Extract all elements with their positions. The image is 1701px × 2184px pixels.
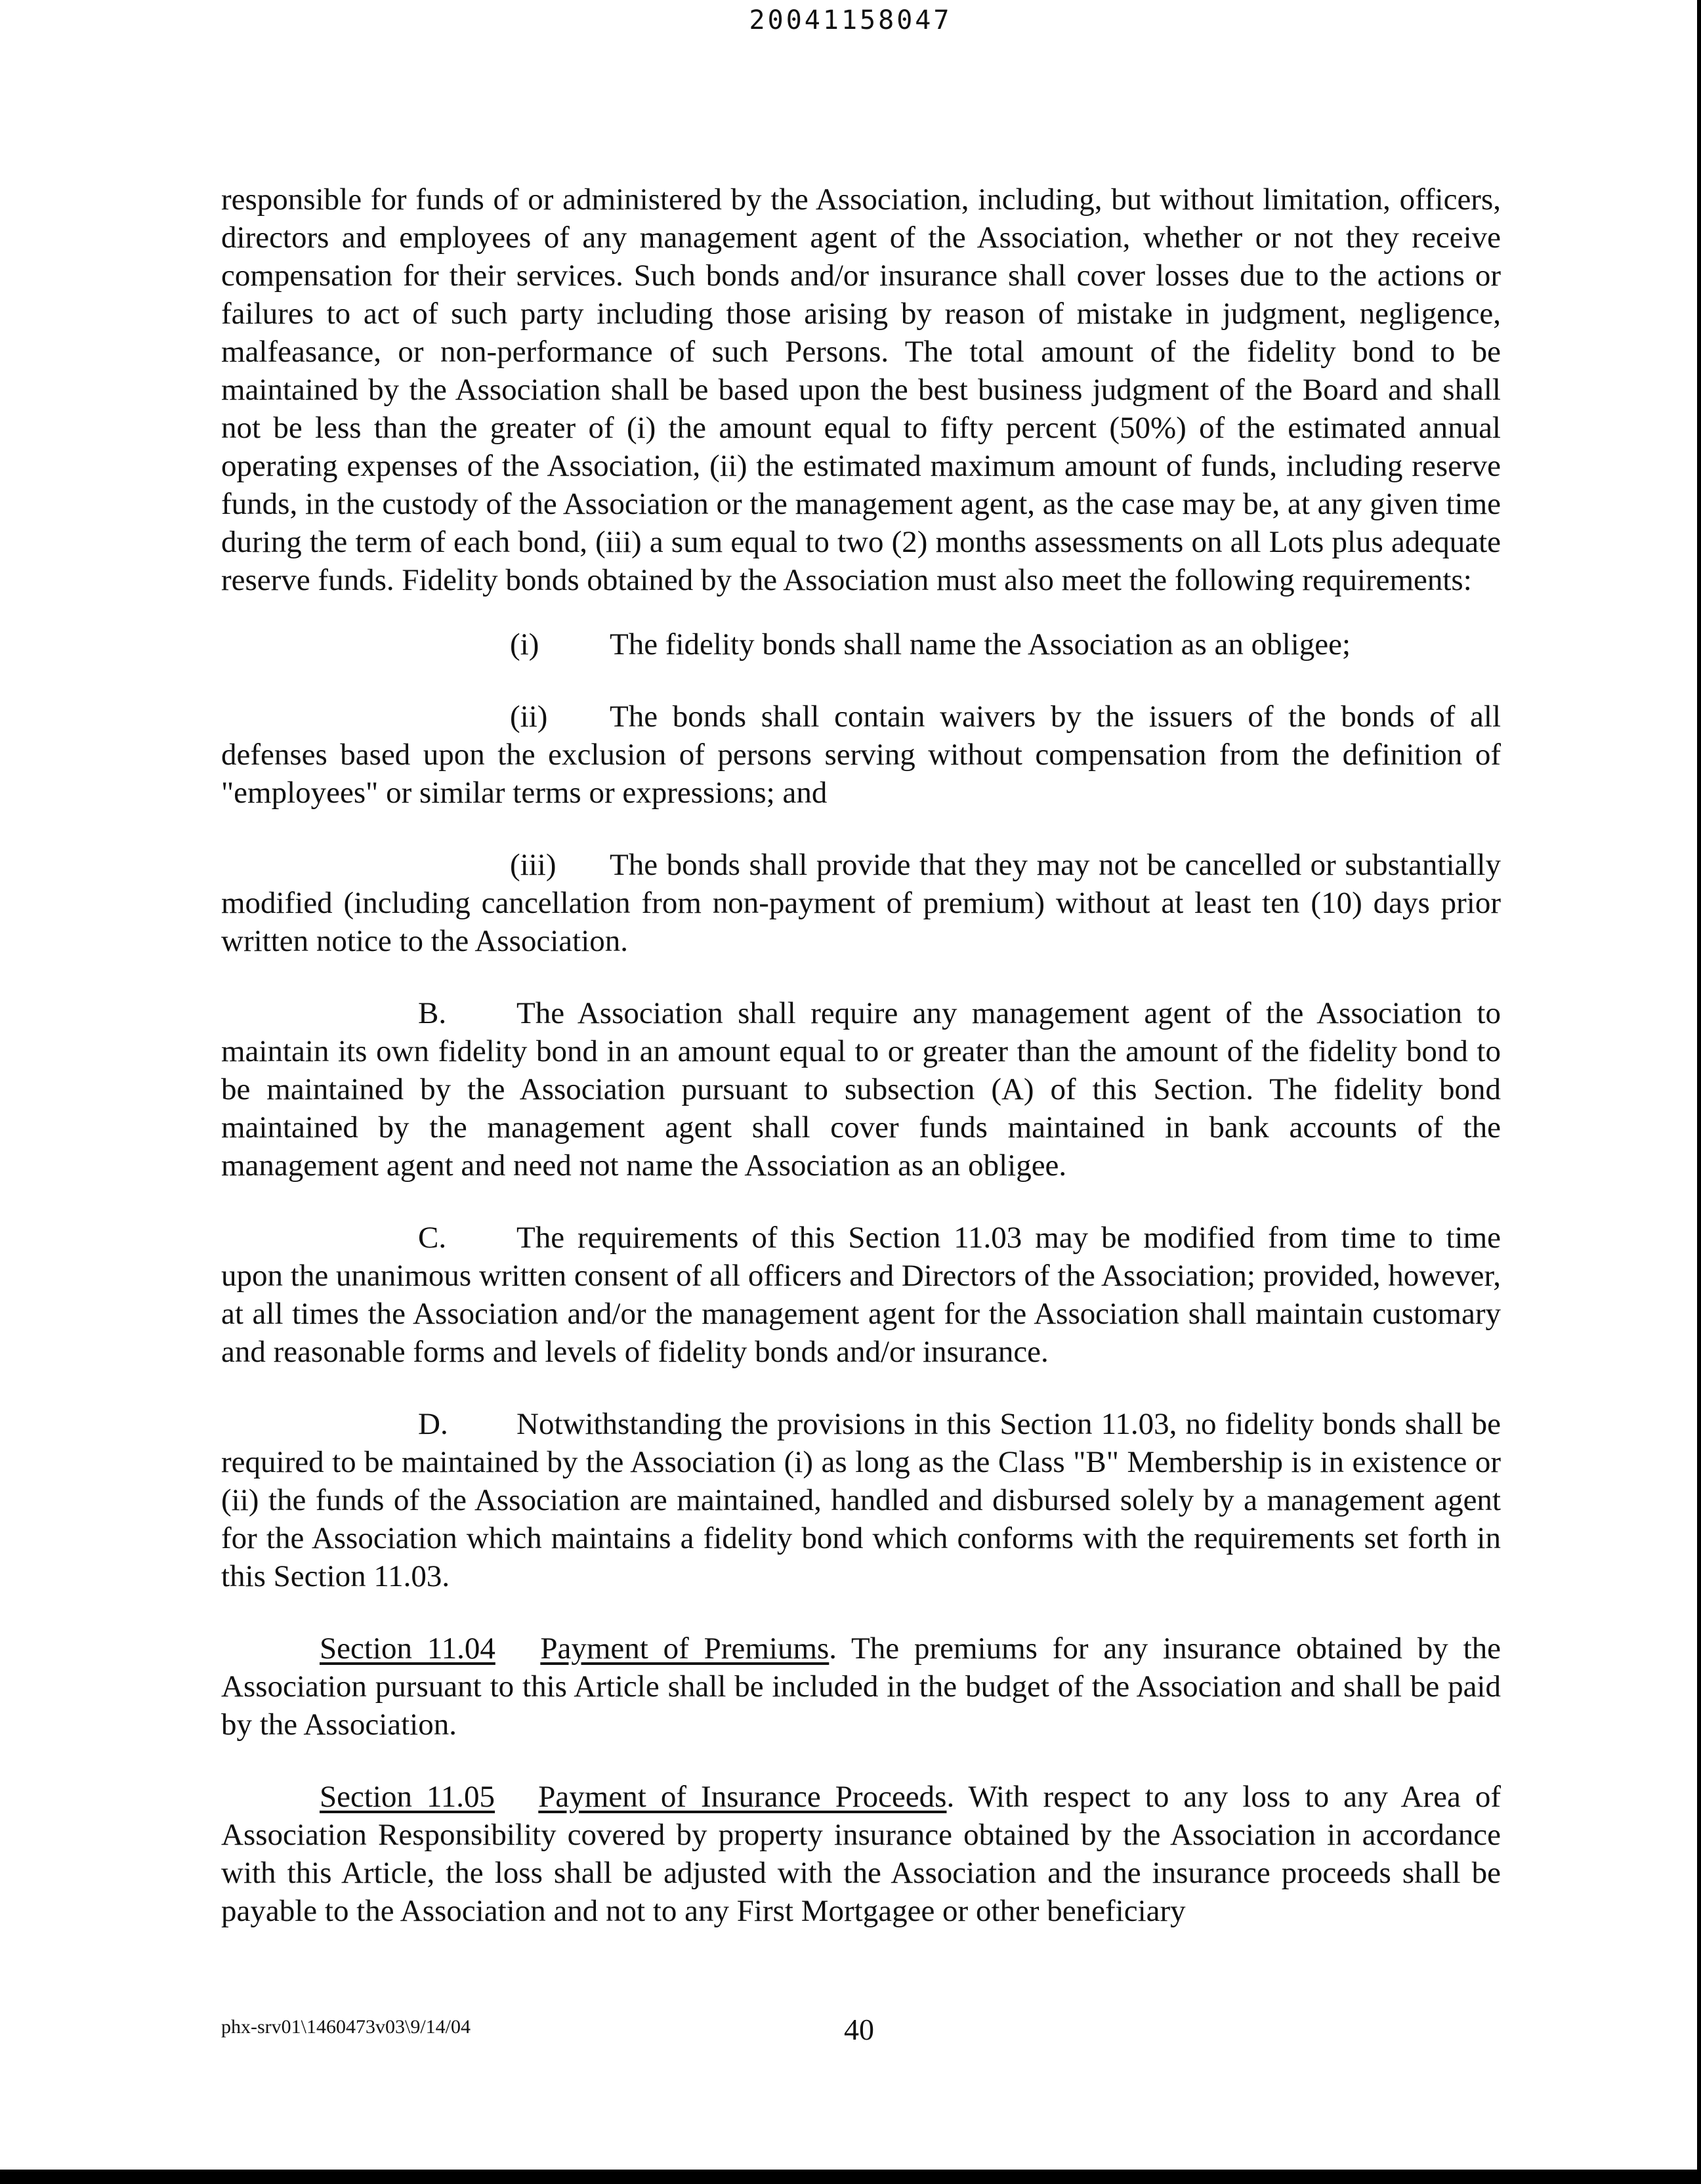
list-item-text: The fidelity bonds shall name the Association as an obligee; xyxy=(610,627,1351,662)
paragraph-fidelity-bond: responsible for funds of or administered by the Association, including, but without limitation, officers, directors and employees of any management agent of the Association, whether or not they receive compensation for their services. Such bonds and/or insurance shall cover losses due to the actions or failures to act of such party including those arising by reason of mistake in judgment, negligence, malfeasance, or non-performance of such Persons. The total amount of the fidelity bond to be maintained by the Association shall be based upon the best business judgment of the Board and shall not be less than the greater of (i) the amount equal to fifty percent (50%) of the estimated annual operating expenses of the Association, (ii) the estimated maximum amount of funds, including reserve funds, in the custody of the Association or the management agent, as the case may be, at any given time during the term of each bond, (iii) a sum equal to two (2) months assessments on all Lots plus adequate reserve funds. Fidelity bonds obtained by the Association must also meet the following requirements: xyxy=(221,182,1501,597)
list-marker: (i) xyxy=(510,627,539,662)
section-title: Payment of Insurance Proceeds xyxy=(538,1780,947,1814)
section-11-05 xyxy=(221,1778,1501,1930)
page-body xyxy=(221,180,1501,1930)
subsection-text: The Association shall require any management agent of the Association to maintain its own fidelity bond in an amount equal to or greater than the amount of the fidelity bond to be maintained by the Association pursuant to subsection (A) of this Section. The fidelity bond maintained by the management agent shall cover funds maintained in bank accounts of the management agent and need not name the Association as an obligee. xyxy=(221,996,1501,1183)
section-text: . With respect to any loss to any Area of Association Responsibility covered by property insurance obtained by the Association in accordance with this Article, the loss shall be adjusted with the Association and the insurance proceeds shall be payable to the Association and not to any First Mortgagee or other beneficiary xyxy=(221,1780,1502,1928)
list-item-ii xyxy=(221,698,1501,812)
subsection-marker: C. xyxy=(418,1221,447,1255)
section-number: Section 11.05 xyxy=(320,1780,495,1814)
section-number: Section 11.04 xyxy=(320,1631,495,1666)
list-marker: (ii) xyxy=(510,700,548,734)
subsection-c xyxy=(221,1219,1501,1371)
page-number: 40 xyxy=(844,2013,874,2046)
subsection-b xyxy=(221,994,1501,1185)
list-marker: (iii) xyxy=(510,848,556,882)
footer-file-reference: phx-srv01\1460473v03\9/14/04 xyxy=(221,2016,471,2038)
document-number: 20041158047 xyxy=(749,5,952,35)
section-11-04 xyxy=(221,1629,1501,1744)
subsection-text: Notwithstanding the provisions in this Section 11.03, no fidelity bonds shall be required to be maintained by the Association (i) as long as the Class "B" Membership is in existence or (ii) the funds of the Association are maintained, handled and disbursed solely by a management agent for the Association which maintains a fidelity bond which conforms with the requirements set forth in this Section 11.03. xyxy=(221,1407,1501,1593)
subsection-marker: B. xyxy=(418,996,447,1030)
list-item-i xyxy=(221,625,1501,663)
page-border-right xyxy=(1697,0,1701,2184)
section-title: Payment of Premiums xyxy=(540,1631,830,1666)
subsection-d xyxy=(221,1405,1501,1595)
section-text: . The premiums for any insurance obtained by the Association pursuant to this Article shall be included in the budget of the Association and shall be paid by the Association. xyxy=(221,1631,1501,1742)
subsection-marker: D. xyxy=(418,1407,448,1441)
page-border-bottom xyxy=(0,2170,1701,2184)
list-item-iii xyxy=(221,846,1501,960)
list-item-text: The bonds shall contain waivers by the issuers of the bonds of all defenses based upon the exclusion of persons serving without compensation from the definition of "employees" or similar terms or expressions; and xyxy=(221,700,1501,810)
list-item-text: The bonds shall provide that they may not be cancelled or substantially modified (including cancellation from non-payment of premium) without at least ten (10) days prior written notice to the Association. xyxy=(221,848,1501,958)
subsection-text: The requirements of this Section 11.03 may be modified from time to time upon the unanimous written consent of all officers and Directors of the Association; provided, however, at all times the Association and/or the management agent for the Association shall maintain customary and reasonable forms and levels of fidelity bonds and/or insurance. xyxy=(221,1221,1501,1369)
